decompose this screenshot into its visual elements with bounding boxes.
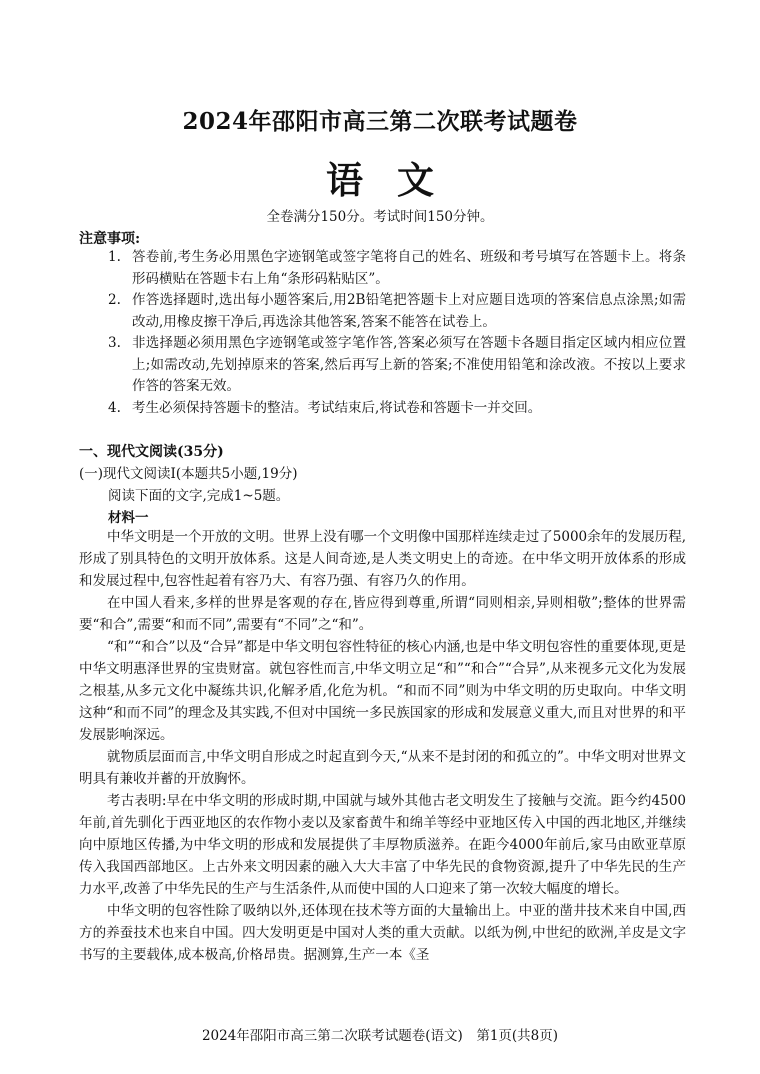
- note-item: [108, 398, 686, 420]
- note-number: 2.: [108, 292, 121, 308]
- note-item: [108, 247, 686, 290]
- page-footer: 2024年邵阳市高三第二次联考试题卷(语文) 第1页(共8页): [201, 1028, 559, 1044]
- note-text: 考生必须保持答题卡的整洁。考试结束后,将试卷和答题卡一并交回。: [132, 399, 542, 416]
- note-number: 4.: [108, 399, 121, 416]
- note-number: 3.: [108, 335, 121, 351]
- material-label: 材料一: [108, 510, 149, 526]
- body-paragraph: “和”“和合”以及“合异”都是中华文明包容性特征的核心内涵,也是中华文明包容性的重要体现,更是中华文明惠泽世界的宝贵财富。就包容性而言,中华文明立足“和”“和合”“合异”,从来视多元文化为发展之根基,从多元文化中凝练共识,化解矛盾,化危为机。“和而不同”则为中华文明的历史取向。中华文明这种“和而不同”的理念及其实践,不但对中国统一多民族国家的形成和发展意义重大,而且对世界的和平发展影响深远。: [79, 639, 686, 743]
- body-paragraph: 中华文明是一个开放的文明。世界上没有哪一个文明像中国那样连续走过了5000余年的发展历程,形成了别具特色的文明开放体系。这是人间奇迹,是人类文明史上的奇迹。在中华文明开放体系的形成和发展过程中,包容性起着有容乃大、有容乃强、有容乃久的作用。: [79, 529, 686, 589]
- subsection-heading: (一)现代文阅读Ⅰ(本题共5小题,19分): [79, 466, 298, 482]
- exam-meta: 全卷满分150分。考试时间150分钟。: [266, 209, 494, 225]
- note-number: 1.: [108, 249, 121, 265]
- note-item: [108, 333, 686, 398]
- note-text: 作答选择题时,选出每小题答案后,用2B铅笔把答题卡上对应题目选项的答案信息点涂黑;如需改动,用橡皮擦干净后,再选涂其他答案,答案不能答在试卷上。: [132, 292, 686, 330]
- reading-instruction: 阅读下面的文字,完成1~5题。: [108, 488, 290, 504]
- material-body: [79, 526, 686, 966]
- body-paragraph: 就物质层面而言,中华文明自形成之时起直到今天,“从来不是封闭的和孤立的”。中华文明对世界文明具有兼收并蓄的开放胸怀。: [79, 749, 686, 787]
- notes-heading: 注意事项:: [79, 231, 141, 247]
- exam-title: 2024年邵阳市高三第二次联考试题卷: [182, 108, 578, 135]
- body-paragraph: 中华文明的包容性除了吸纳以外,还体现在技术等方面的大量输出上。中亚的凿井技术来自中国,西方的养蚕技术也来自中国。四大发明更是中国对人类的重大贡献。以纸为例,中世纪的欧洲,羊皮是文字书写的主要载体,成本极高,价格昂贵。据测算,生产一本《圣: [79, 903, 686, 963]
- note-text: 答卷前,考生务必用黑色字迹钢笔或签字笔将自己的姓名、班级和考号填写在答题卡上。将条形码横贴在答题卡右上角“条形码粘贴区”。: [132, 249, 686, 287]
- subject-title: 语文: [326, 158, 468, 202]
- body-paragraph: 在中国人看来,多样的世界是客观的存在,皆应得到尊重,所谓“同则相亲,异则相敬”;整体的世界需要“和合”,需要“和而不同”,需要有“不同”之“和”。: [79, 595, 686, 633]
- note-text: 非选择题必须用黑色字迹钢笔或签字笔作答,答案必须写在答题卡各题目指定区域内相应位置上;如需改动,先划掉原来的答案,然后再写上新的答案;不准使用铅笔和涂改液。不按以上要求作答的答案无效。: [132, 335, 686, 394]
- note-item: [108, 290, 686, 333]
- section-heading: 一、现代文阅读(35分): [79, 444, 224, 460]
- notes-list: [108, 247, 686, 419]
- body-paragraph: 考古表明:早在中华文明的形成时期,中国就与域外其他古老文明发生了接触与交流。距今约4500年前,首先驯化于西亚地区的农作物小麦以及家畜黄牛和绵羊等经中亚地区传入中国的西北地区,并继续向中原地区传播,为中华文明的形成和发展提供了丰厚物质滋养。在距今4000年前后,家马由欧亚草原传入我国西部地区。上古外来文明因素的融入大大丰富了中华先民的食物资源,提升了中华先民的生产力水平,改善了中华先民的生产与生活条件,从而使中国的人口迎来了第一次较大幅度的增长。: [79, 793, 686, 897]
